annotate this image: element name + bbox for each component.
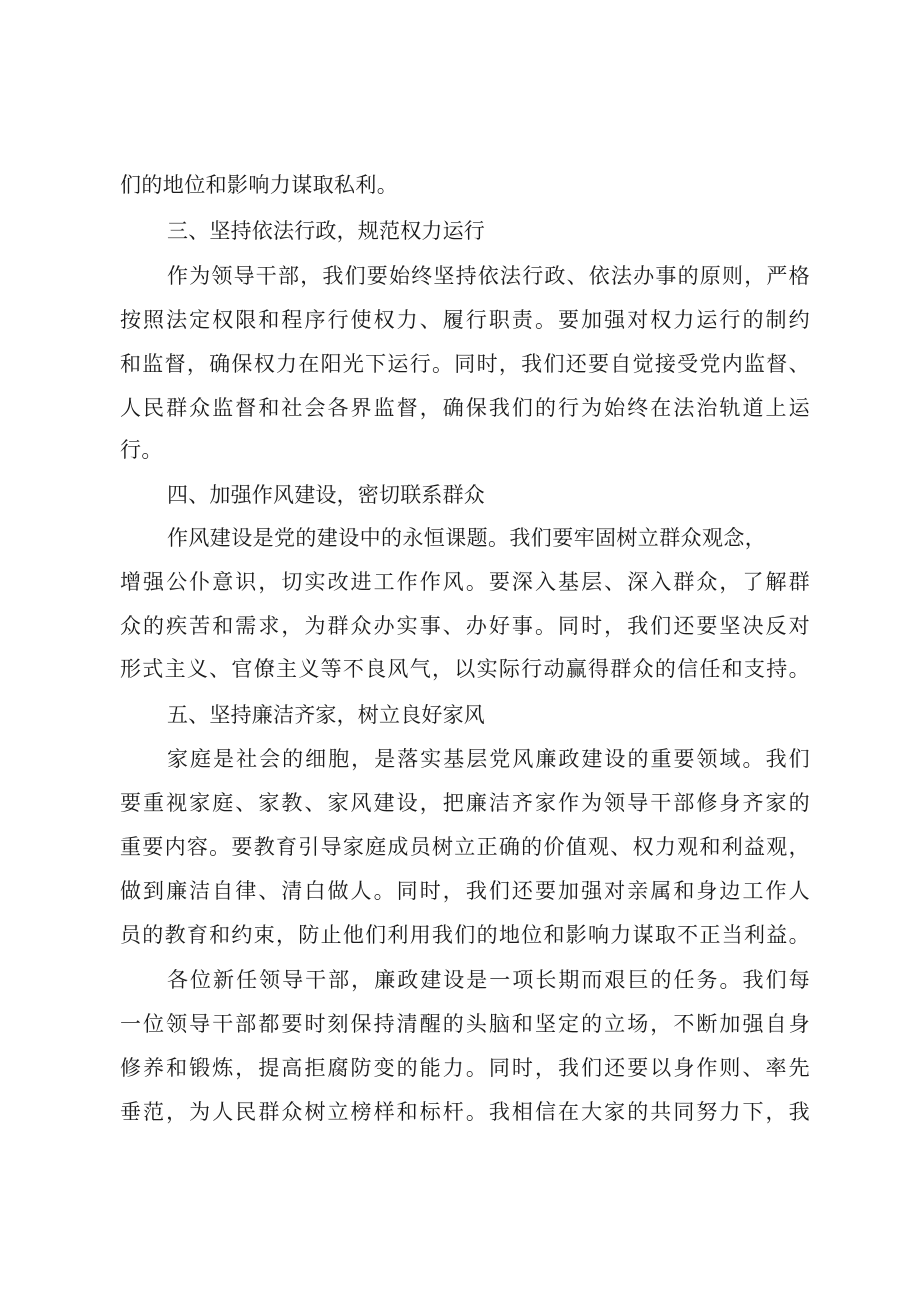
paragraph-line: 人民群众监督和社会各界监督，确保我们的行为始终在法治轨道上运 [120,396,810,420]
paragraph-line: 作风建设是党的建设中的永恒课题。我们要牢固树立群众观念， [167,526,767,550]
section-heading-5: 五、坚持廉洁齐家，树立良好家风 [167,703,485,727]
paragraph-line: 增强公仆意识，切实改进工作作风。要深入基层、深入群众，了解群 [120,570,810,594]
paragraph-line: 一位领导干部都要时刻保持清醒的头脑和坚定的立场，不断加强自身 [120,1012,810,1036]
paragraph-line: 垂范，为人民群众树立榜样和标杆。我相信在大家的共同努力下，我 [120,1100,810,1124]
paragraph-line: 按照法定权限和程序行使权力、履行职责。要加强对权力运行的制约 [120,308,810,332]
section-heading-3: 三、坚持依法行政，规范权力运行 [167,219,485,243]
paragraph-line: 家庭是社会的细胞，是落实基层党风廉政建设的重要领域。我们 [167,747,810,771]
paragraph-line: 作为领导干部，我们要始终坚持依法行政、依法办事的原则，严格 [167,264,810,288]
paragraph-continuation-line: 们的地位和影响力谋取私利。 [120,173,399,197]
paragraph-line: 要重视家庭、家教、家风建设，把廉洁齐家作为领导干部修身齐家的 [120,791,810,815]
paragraph-line: 做到廉洁自律、清白做人。同时，我们还要加强对亲属和身边工作人 [120,879,810,903]
paragraph-line: 重要内容。要教育引导家庭成员树立正确的价值观、权力观和利益观， [120,835,810,859]
paragraph-line: 形式主义、官僚主义等不良风气，以实际行动赢得群众的信任和支持。 [120,657,810,681]
paragraph-line: 众的疾苦和需求，为群众办实事、办好事。同时，我们还要坚决反对 [120,614,810,638]
section-heading-4: 四、加强作风建设，密切联系群众 [167,483,485,507]
paragraph-line: 和监督，确保权力在阳光下运行。同时，我们还要自觉接受党内监督、 [120,352,810,376]
paragraph-line: 员的教育和约束，防止他们利用我们的地位和影响力谋取不正当利益。 [120,923,810,947]
paragraph-line: 各位新任领导干部，廉政建设是一项长期而艰巨的任务。我们每 [167,968,810,992]
paragraph-line: 行。 [120,438,163,462]
paragraph-line: 修养和锻炼，提高拒腐防变的能力。同时，我们还要以身作则、率先 [120,1056,810,1080]
